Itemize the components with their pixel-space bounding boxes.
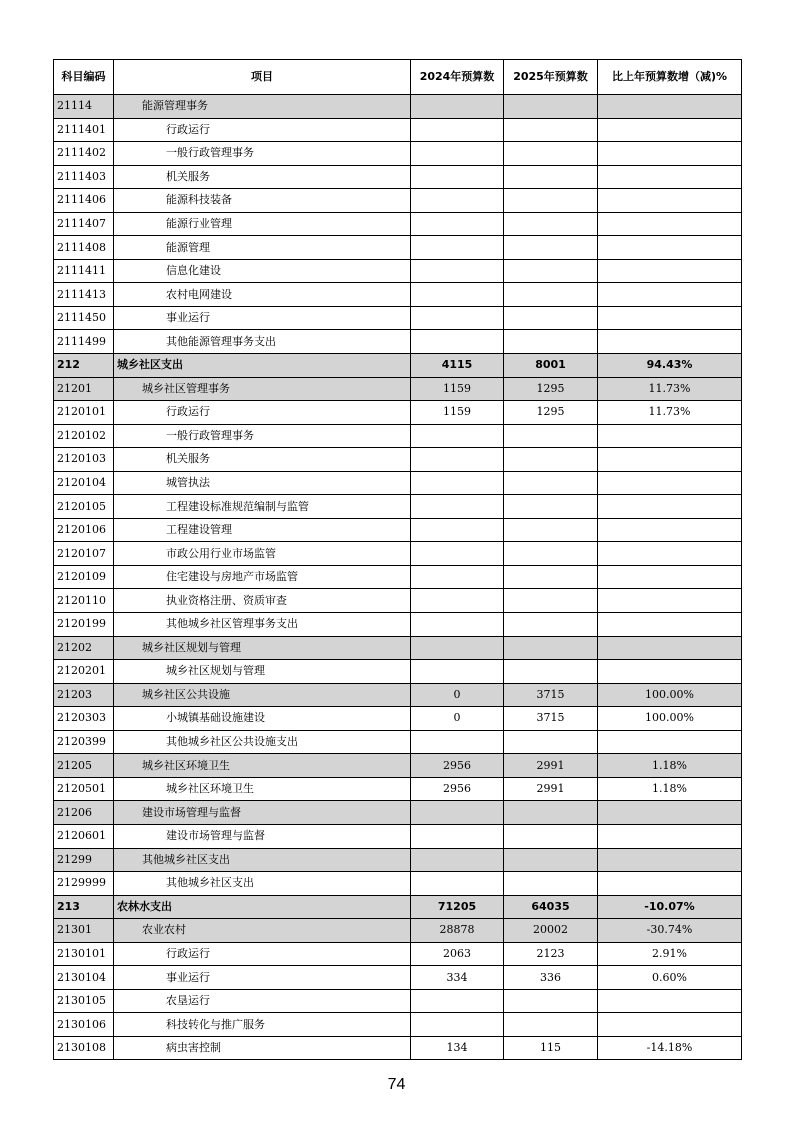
cell-budget-2024: [411, 283, 504, 307]
cell-change: [598, 989, 742, 1013]
cell-item: 城乡社区支出: [114, 354, 411, 378]
cell-item: 城乡社区管理事务: [114, 377, 411, 401]
cell-budget-2024: [411, 660, 504, 684]
cell-budget-2025: [504, 142, 598, 166]
cell-item: 其他城乡社区支出: [114, 848, 411, 872]
cell-budget-2024: [411, 542, 504, 566]
cell-budget-2024: 1159: [411, 377, 504, 401]
cell-budget-2024: [411, 448, 504, 472]
table-row: [54, 542, 742, 566]
table-body: [54, 95, 742, 1060]
cell-code: 2120501: [54, 777, 114, 801]
cell-change: -14.18%: [598, 1036, 742, 1060]
cell-budget-2025: [504, 589, 598, 613]
cell-item: 能源行业管理: [114, 212, 411, 236]
cell-change: 100.00%: [598, 683, 742, 707]
cell-code: 2129999: [54, 872, 114, 896]
cell-code: 2120102: [54, 424, 114, 448]
cell-budget-2025: [504, 165, 598, 189]
cell-change: [598, 189, 742, 213]
table-row: [54, 942, 742, 966]
cell-change: [598, 448, 742, 472]
table-row: [54, 707, 742, 731]
table-row: [54, 636, 742, 660]
cell-item: 城乡社区规划与管理: [114, 660, 411, 684]
cell-change: 0.60%: [598, 966, 742, 990]
cell-budget-2024: [411, 165, 504, 189]
cell-change: [598, 118, 742, 142]
cell-code: 2111407: [54, 212, 114, 236]
cell-budget-2024: 28878: [411, 919, 504, 943]
cell-item: 住宅建设与房地产市场监管: [114, 565, 411, 589]
cell-code: 2120199: [54, 613, 114, 637]
cell-budget-2025: [504, 1013, 598, 1037]
cell-code: 2111406: [54, 189, 114, 213]
table-row: [54, 118, 742, 142]
cell-budget-2024: 2956: [411, 777, 504, 801]
cell-budget-2025: [504, 424, 598, 448]
cell-budget-2025: [504, 283, 598, 307]
cell-budget-2024: 1159: [411, 401, 504, 425]
cell-budget-2025: [504, 259, 598, 283]
cell-budget-2024: [411, 306, 504, 330]
table-row: [54, 306, 742, 330]
table-row: [54, 283, 742, 307]
cell-code: 2120104: [54, 471, 114, 495]
cell-item: 病虫害控制: [114, 1036, 411, 1060]
table-row: [54, 95, 742, 119]
cell-code: 21202: [54, 636, 114, 660]
cell-code: 2120110: [54, 589, 114, 613]
table-row: [54, 165, 742, 189]
cell-item: 行政运行: [114, 118, 411, 142]
cell-budget-2025: 3715: [504, 707, 598, 731]
header-change: 比上年预算数增（减)%: [598, 60, 742, 95]
cell-change: [598, 495, 742, 519]
cell-item: 城乡社区环境卫生: [114, 777, 411, 801]
cell-item: 能源管理事务: [114, 95, 411, 119]
cell-budget-2024: 71205: [411, 895, 504, 919]
cell-change: 100.00%: [598, 707, 742, 731]
cell-change: [598, 165, 742, 189]
cell-code: 2130106: [54, 1013, 114, 1037]
cell-budget-2024: [411, 824, 504, 848]
cell-budget-2024: 4115: [411, 354, 504, 378]
table-row: [54, 565, 742, 589]
cell-budget-2024: [411, 872, 504, 896]
header-item: 项目: [114, 60, 411, 95]
table-row: [54, 354, 742, 378]
cell-code: 2130108: [54, 1036, 114, 1060]
cell-change: [598, 613, 742, 637]
cell-change: [598, 471, 742, 495]
table-row: [54, 212, 742, 236]
table-row: [54, 966, 742, 990]
cell-code: 2111411: [54, 259, 114, 283]
cell-code: 213: [54, 895, 114, 919]
cell-change: [598, 565, 742, 589]
cell-budget-2025: 20002: [504, 919, 598, 943]
table-row: [54, 1013, 742, 1037]
cell-item: 工程建设标准规范编制与监管: [114, 495, 411, 519]
cell-budget-2025: [504, 495, 598, 519]
cell-change: [598, 283, 742, 307]
cell-item: 能源科技装备: [114, 189, 411, 213]
cell-change: [598, 542, 742, 566]
cell-code: 21203: [54, 683, 114, 707]
cell-budget-2025: [504, 660, 598, 684]
cell-budget-2025: [504, 565, 598, 589]
cell-change: -30.74%: [598, 919, 742, 943]
table-row: [54, 377, 742, 401]
cell-code: 2111413: [54, 283, 114, 307]
cell-change: [598, 801, 742, 825]
cell-change: [598, 730, 742, 754]
table-row: [54, 189, 742, 213]
cell-change: [598, 95, 742, 119]
cell-change: [598, 660, 742, 684]
cell-budget-2025: [504, 636, 598, 660]
cell-code: 2111403: [54, 165, 114, 189]
header-budget-2024: 2024年预算数: [411, 60, 504, 95]
cell-item: 其他城乡社区管理事务支出: [114, 613, 411, 637]
cell-budget-2024: 134: [411, 1036, 504, 1060]
table-row: [54, 801, 742, 825]
table-row: [54, 518, 742, 542]
cell-item: 机关服务: [114, 448, 411, 472]
cell-budget-2025: [504, 306, 598, 330]
cell-change: 11.73%: [598, 377, 742, 401]
cell-budget-2025: [504, 471, 598, 495]
cell-code: 2130101: [54, 942, 114, 966]
cell-budget-2025: [504, 824, 598, 848]
cell-code: 21205: [54, 754, 114, 778]
cell-budget-2024: [411, 471, 504, 495]
cell-budget-2025: [504, 989, 598, 1013]
table-row: [54, 683, 742, 707]
cell-budget-2025: 64035: [504, 895, 598, 919]
cell-item: 能源管理: [114, 236, 411, 260]
table-row: [54, 848, 742, 872]
cell-code: 2111401: [54, 118, 114, 142]
cell-item: 城乡社区规划与管理: [114, 636, 411, 660]
cell-budget-2025: [504, 542, 598, 566]
cell-change: [598, 872, 742, 896]
cell-budget-2024: [411, 1013, 504, 1037]
cell-item: 其他能源管理事务支出: [114, 330, 411, 354]
cell-budget-2024: [411, 989, 504, 1013]
cell-change: [598, 330, 742, 354]
cell-budget-2025: [504, 613, 598, 637]
table-row: [54, 448, 742, 472]
cell-change: [598, 518, 742, 542]
cell-budget-2025: [504, 801, 598, 825]
cell-change: 2.91%: [598, 942, 742, 966]
header-code: 科目编码: [54, 60, 114, 95]
cell-change: 11.73%: [598, 401, 742, 425]
cell-change: [598, 636, 742, 660]
cell-item: 城管执法: [114, 471, 411, 495]
cell-change: [598, 236, 742, 260]
cell-budget-2024: [411, 259, 504, 283]
cell-budget-2024: [411, 424, 504, 448]
cell-change: [598, 142, 742, 166]
cell-code: 212: [54, 354, 114, 378]
cell-budget-2024: [411, 589, 504, 613]
cell-item: 执业资格注册、资质审查: [114, 589, 411, 613]
cell-code: 2120109: [54, 565, 114, 589]
cell-change: [598, 212, 742, 236]
cell-budget-2024: [411, 636, 504, 660]
cell-code: 21206: [54, 801, 114, 825]
cell-budget-2025: [504, 118, 598, 142]
cell-budget-2024: 2063: [411, 942, 504, 966]
cell-code: 21301: [54, 919, 114, 943]
table-row: [54, 895, 742, 919]
cell-change: [598, 824, 742, 848]
cell-budget-2025: 336: [504, 966, 598, 990]
cell-budget-2024: [411, 212, 504, 236]
cell-budget-2025: [504, 330, 598, 354]
cell-budget-2025: [504, 518, 598, 542]
cell-change: [598, 1013, 742, 1037]
cell-change: [598, 259, 742, 283]
cell-budget-2024: [411, 730, 504, 754]
budget-table: [53, 59, 742, 1060]
cell-change: -10.07%: [598, 895, 742, 919]
cell-item: 农林水支出: [114, 895, 411, 919]
cell-code: 2120107: [54, 542, 114, 566]
cell-change: 94.43%: [598, 354, 742, 378]
cell-budget-2025: [504, 236, 598, 260]
table-header-row: [54, 60, 742, 95]
cell-item: 农业农村: [114, 919, 411, 943]
table-row: [54, 1036, 742, 1060]
table-row: [54, 471, 742, 495]
cell-item: 机关服务: [114, 165, 411, 189]
cell-budget-2024: [411, 236, 504, 260]
cell-code: 2120201: [54, 660, 114, 684]
cell-budget-2025: [504, 189, 598, 213]
cell-item: 农村电网建设: [114, 283, 411, 307]
cell-change: 1.18%: [598, 777, 742, 801]
cell-item: 科技转化与推广服务: [114, 1013, 411, 1037]
table-row: [54, 236, 742, 260]
table-row: [54, 424, 742, 448]
cell-code: 2120101: [54, 401, 114, 425]
cell-code: 2120106: [54, 518, 114, 542]
cell-item: 一般行政管理事务: [114, 424, 411, 448]
cell-budget-2024: 2956: [411, 754, 504, 778]
cell-item: 一般行政管理事务: [114, 142, 411, 166]
cell-code: 2120303: [54, 707, 114, 731]
cell-budget-2025: 2123: [504, 942, 598, 966]
cell-budget-2024: 334: [411, 966, 504, 990]
cell-code: 2120399: [54, 730, 114, 754]
cell-budget-2024: [411, 495, 504, 519]
cell-budget-2025: [504, 448, 598, 472]
table-row: [54, 142, 742, 166]
cell-budget-2025: 1295: [504, 377, 598, 401]
table-row: [54, 259, 742, 283]
cell-budget-2024: [411, 95, 504, 119]
table-row: [54, 754, 742, 778]
cell-budget-2024: [411, 565, 504, 589]
cell-budget-2025: [504, 730, 598, 754]
cell-item: 市政公用行业市场监管: [114, 542, 411, 566]
cell-code: 2120105: [54, 495, 114, 519]
cell-code: 2120601: [54, 824, 114, 848]
table-row: [54, 872, 742, 896]
cell-budget-2025: 3715: [504, 683, 598, 707]
cell-budget-2024: [411, 613, 504, 637]
cell-item: 信息化建设: [114, 259, 411, 283]
table-row: [54, 824, 742, 848]
cell-code: 2130104: [54, 966, 114, 990]
cell-code: 2120103: [54, 448, 114, 472]
cell-budget-2024: 0: [411, 707, 504, 731]
cell-item: 建设市场管理与监督: [114, 824, 411, 848]
table-row: [54, 730, 742, 754]
cell-item: 城乡社区公共设施: [114, 683, 411, 707]
cell-code: 21299: [54, 848, 114, 872]
cell-budget-2025: 1295: [504, 401, 598, 425]
table-row: [54, 330, 742, 354]
cell-code: 2111499: [54, 330, 114, 354]
table-row: [54, 660, 742, 684]
cell-code: 21114: [54, 95, 114, 119]
cell-change: 1.18%: [598, 754, 742, 778]
cell-item: 其他城乡社区公共设施支出: [114, 730, 411, 754]
cell-item: 其他城乡社区支出: [114, 872, 411, 896]
cell-budget-2024: [411, 118, 504, 142]
cell-change: [598, 306, 742, 330]
table-row: [54, 589, 742, 613]
cell-budget-2024: [411, 142, 504, 166]
cell-budget-2025: 8001: [504, 354, 598, 378]
cell-code: 2111450: [54, 306, 114, 330]
cell-item: 事业运行: [114, 966, 411, 990]
cell-budget-2024: [411, 518, 504, 542]
header-budget-2025: 2025年预算数: [504, 60, 598, 95]
cell-item: 行政运行: [114, 942, 411, 966]
cell-code: 2111402: [54, 142, 114, 166]
cell-code: 2130105: [54, 989, 114, 1013]
cell-code: 2111408: [54, 236, 114, 260]
cell-budget-2024: [411, 330, 504, 354]
cell-item: 小城镇基础设施建设: [114, 707, 411, 731]
cell-budget-2024: 0: [411, 683, 504, 707]
table-row: [54, 495, 742, 519]
cell-change: [598, 424, 742, 448]
cell-item: 农垦运行: [114, 989, 411, 1013]
cell-change: [598, 589, 742, 613]
cell-budget-2025: 2991: [504, 754, 598, 778]
table-row: [54, 613, 742, 637]
cell-item: 行政运行: [114, 401, 411, 425]
cell-budget-2025: [504, 212, 598, 236]
table-row: [54, 401, 742, 425]
cell-item: 工程建设管理: [114, 518, 411, 542]
cell-budget-2025: [504, 95, 598, 119]
cell-item: 城乡社区环境卫生: [114, 754, 411, 778]
table-row: [54, 919, 742, 943]
cell-item: 事业运行: [114, 306, 411, 330]
page-number: 74: [387, 1076, 406, 1093]
cell-code: 21201: [54, 377, 114, 401]
cell-budget-2024: [411, 801, 504, 825]
cell-change: [598, 848, 742, 872]
cell-budget-2024: [411, 189, 504, 213]
table-row: [54, 777, 742, 801]
cell-item: 建设市场管理与监督: [114, 801, 411, 825]
cell-budget-2025: 2991: [504, 777, 598, 801]
cell-budget-2025: 115: [504, 1036, 598, 1060]
table-row: [54, 989, 742, 1013]
cell-budget-2024: [411, 848, 504, 872]
cell-budget-2025: [504, 872, 598, 896]
cell-budget-2025: [504, 848, 598, 872]
